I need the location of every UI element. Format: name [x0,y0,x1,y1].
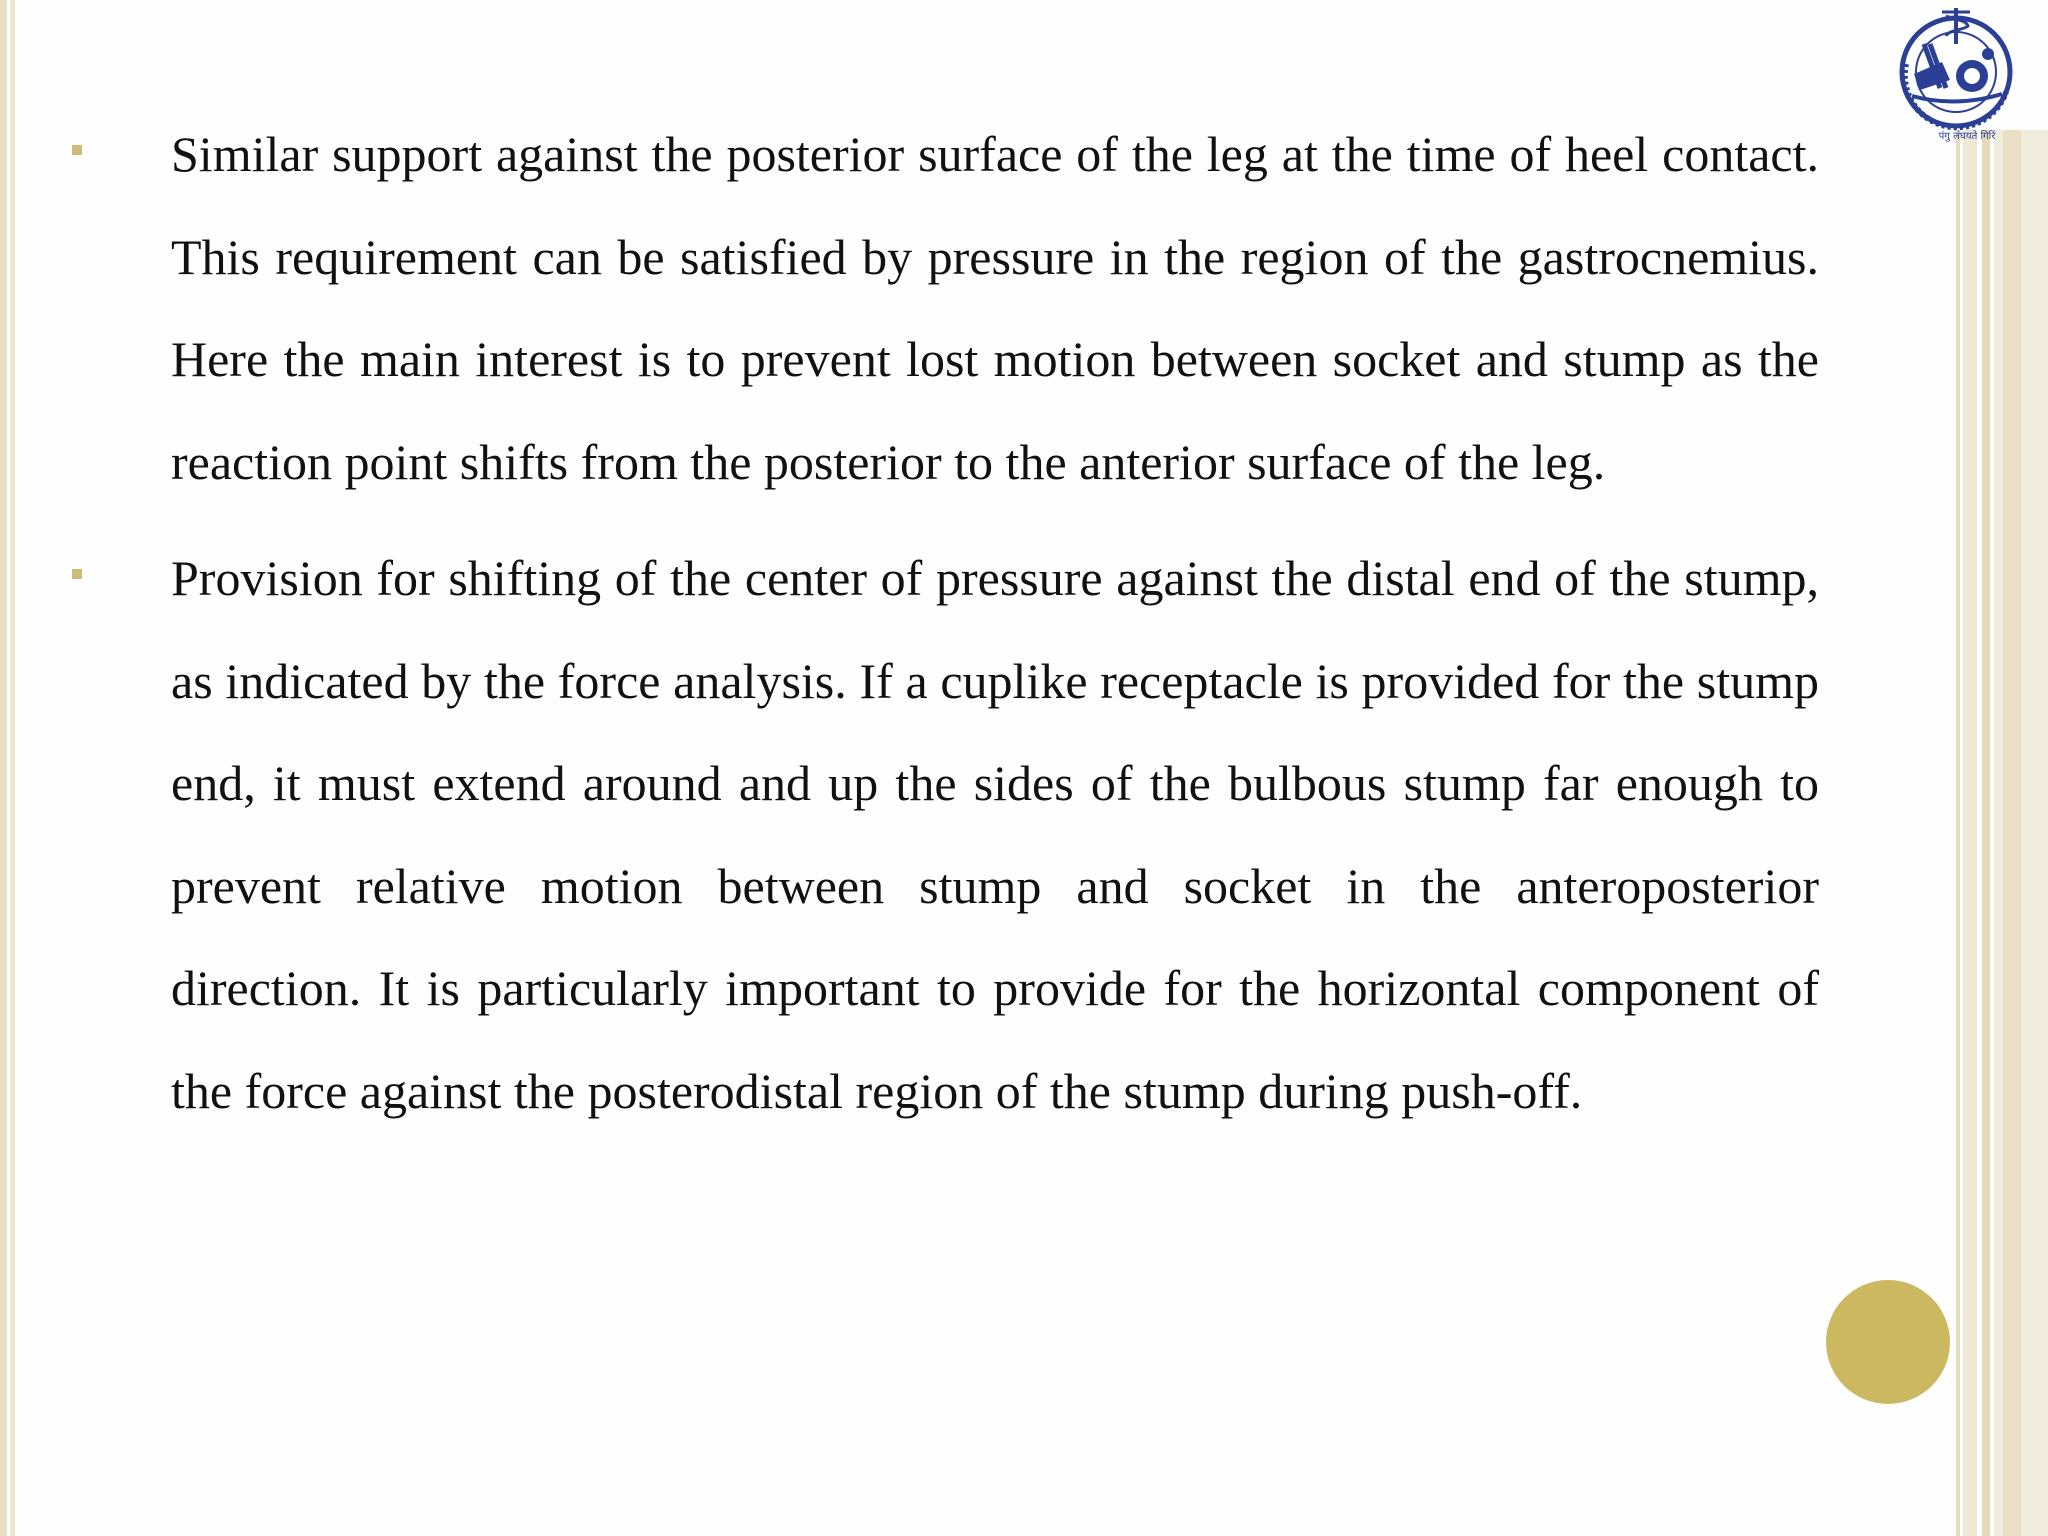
decorative-circle [1826,1280,1950,1404]
bullet-text: Similar support against the posterior surface of the leg at the time of heel contact. This requirement can be satisfied by pressure in the region of the gastrocnemius. Here the main interest is to prevent lost motion between socket and stump as the reaction point shifts from the posterior to the anterior surface of the leg. [171,126,1819,490]
rehabilitation-institute-logo-icon [1884,4,2034,154]
bullet-item [70,527,1820,1142]
right-border-stripe [2003,130,2021,1536]
bullet-item [70,103,1820,513]
bullet-list [70,103,1820,1156]
logo-caption: पंगु लंघयते गिरिं [1938,131,1996,142]
right-border-stripe [1963,130,1977,1536]
left-border-stripe [0,0,7,1536]
right-border-stripe [1982,130,1990,1536]
left-border-stripe [10,0,15,1536]
right-border-stripe [1956,130,1960,1536]
bullet-text: Provision for shifting of the center of pressure against the distal end of the stump, as indicated by the force analysis. If a cuplike receptacle is provided for the stump end, it must extend around and up the sides of the bulbous stump far enough to prevent relative motion between stump and socket in the anteroposterior direction. It is particularly important to provide for the horizontal component of the force against the posterodistal region of the stump during push-off. [171,550,1819,1119]
square-bullet-icon [72,569,82,579]
square-bullet-icon [72,145,82,155]
